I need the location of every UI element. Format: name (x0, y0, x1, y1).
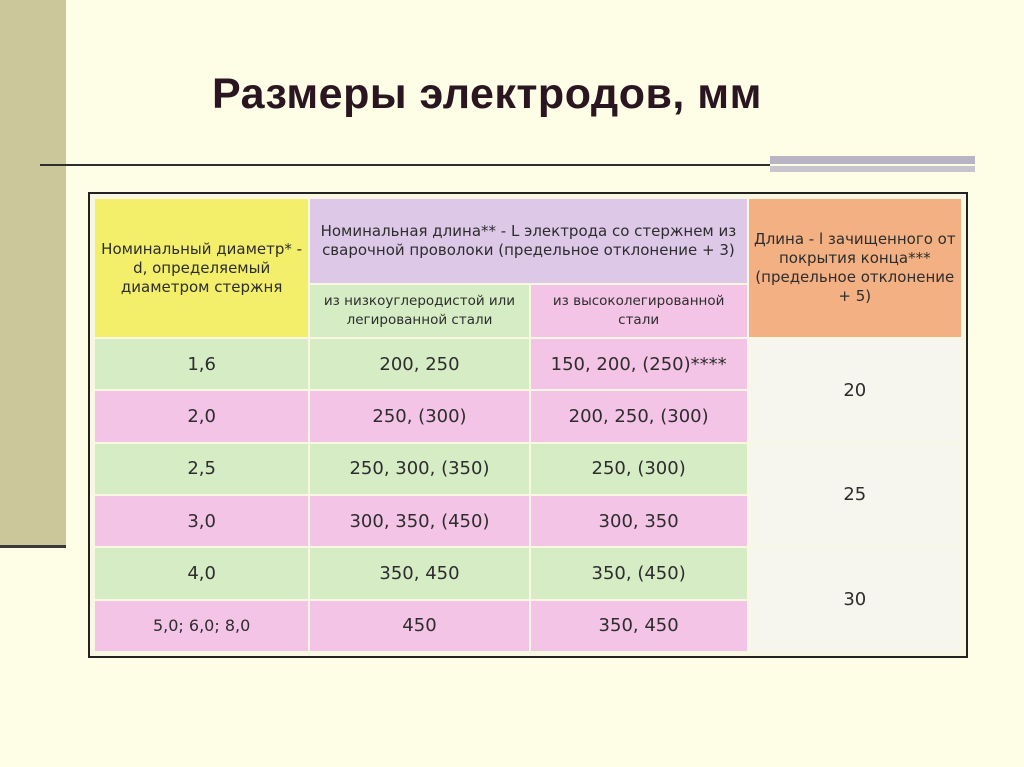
cell-length-high: 150, 200, (250)**** (531, 339, 747, 389)
cell-length-high: 300, 350 (531, 496, 747, 546)
cell-length-low: 350, 450 (310, 548, 528, 598)
cell-end-length: 30 (749, 548, 961, 651)
cell-diameter: 2,0 (95, 391, 308, 441)
page-title: Размеры электродов, мм (212, 70, 762, 118)
electrode-table-frame (88, 192, 968, 658)
cell-length-low: 250, (300) (310, 391, 528, 441)
table-row (95, 444, 961, 494)
cell-length-high: 350, (450) (531, 548, 747, 598)
title-rule-accent-2 (770, 166, 975, 172)
cell-diameter: 1,6 (95, 339, 308, 389)
header-length: Номинальная длина** - L электрода со стержнем из сварочной проволоки (предельное отклонение + 3) (310, 199, 746, 283)
header-end-length: Длина - l зачищенного от покрытия конца*** (предельное отклонение + 5) (749, 199, 961, 337)
cell-length-high: 250, (300) (531, 444, 747, 494)
cell-end-length: 20 (749, 339, 961, 442)
title-rule-accent (770, 156, 975, 164)
title-rule (40, 164, 770, 166)
cell-diameter: 5,0; 6,0; 8,0 (95, 601, 308, 651)
sidebar-accent (0, 0, 66, 547)
cell-diameter: 3,0 (95, 496, 308, 546)
table-row (95, 548, 961, 598)
table-row (95, 339, 961, 389)
sidebar-divider (0, 545, 66, 548)
header-length-low-carbon: из низкоуглеродистой или легированной стали (310, 285, 528, 337)
cell-end-length: 25 (749, 444, 961, 547)
electrode-size-table (93, 197, 963, 653)
header-length-high-alloy: из высоколегированной стали (531, 285, 747, 337)
cell-diameter: 2,5 (95, 444, 308, 494)
cell-length-low: 300, 350, (450) (310, 496, 528, 546)
cell-length-high: 350, 450 (531, 601, 747, 651)
cell-length-high: 200, 250, (300) (531, 391, 747, 441)
cell-length-low: 200, 250 (310, 339, 528, 389)
cell-length-low: 250, 300, (350) (310, 444, 528, 494)
cell-length-low: 450 (310, 601, 528, 651)
cell-diameter: 4,0 (95, 548, 308, 598)
header-diameter: Номинальный диаметр* - d, определяемый диаметром стержня (95, 199, 308, 337)
